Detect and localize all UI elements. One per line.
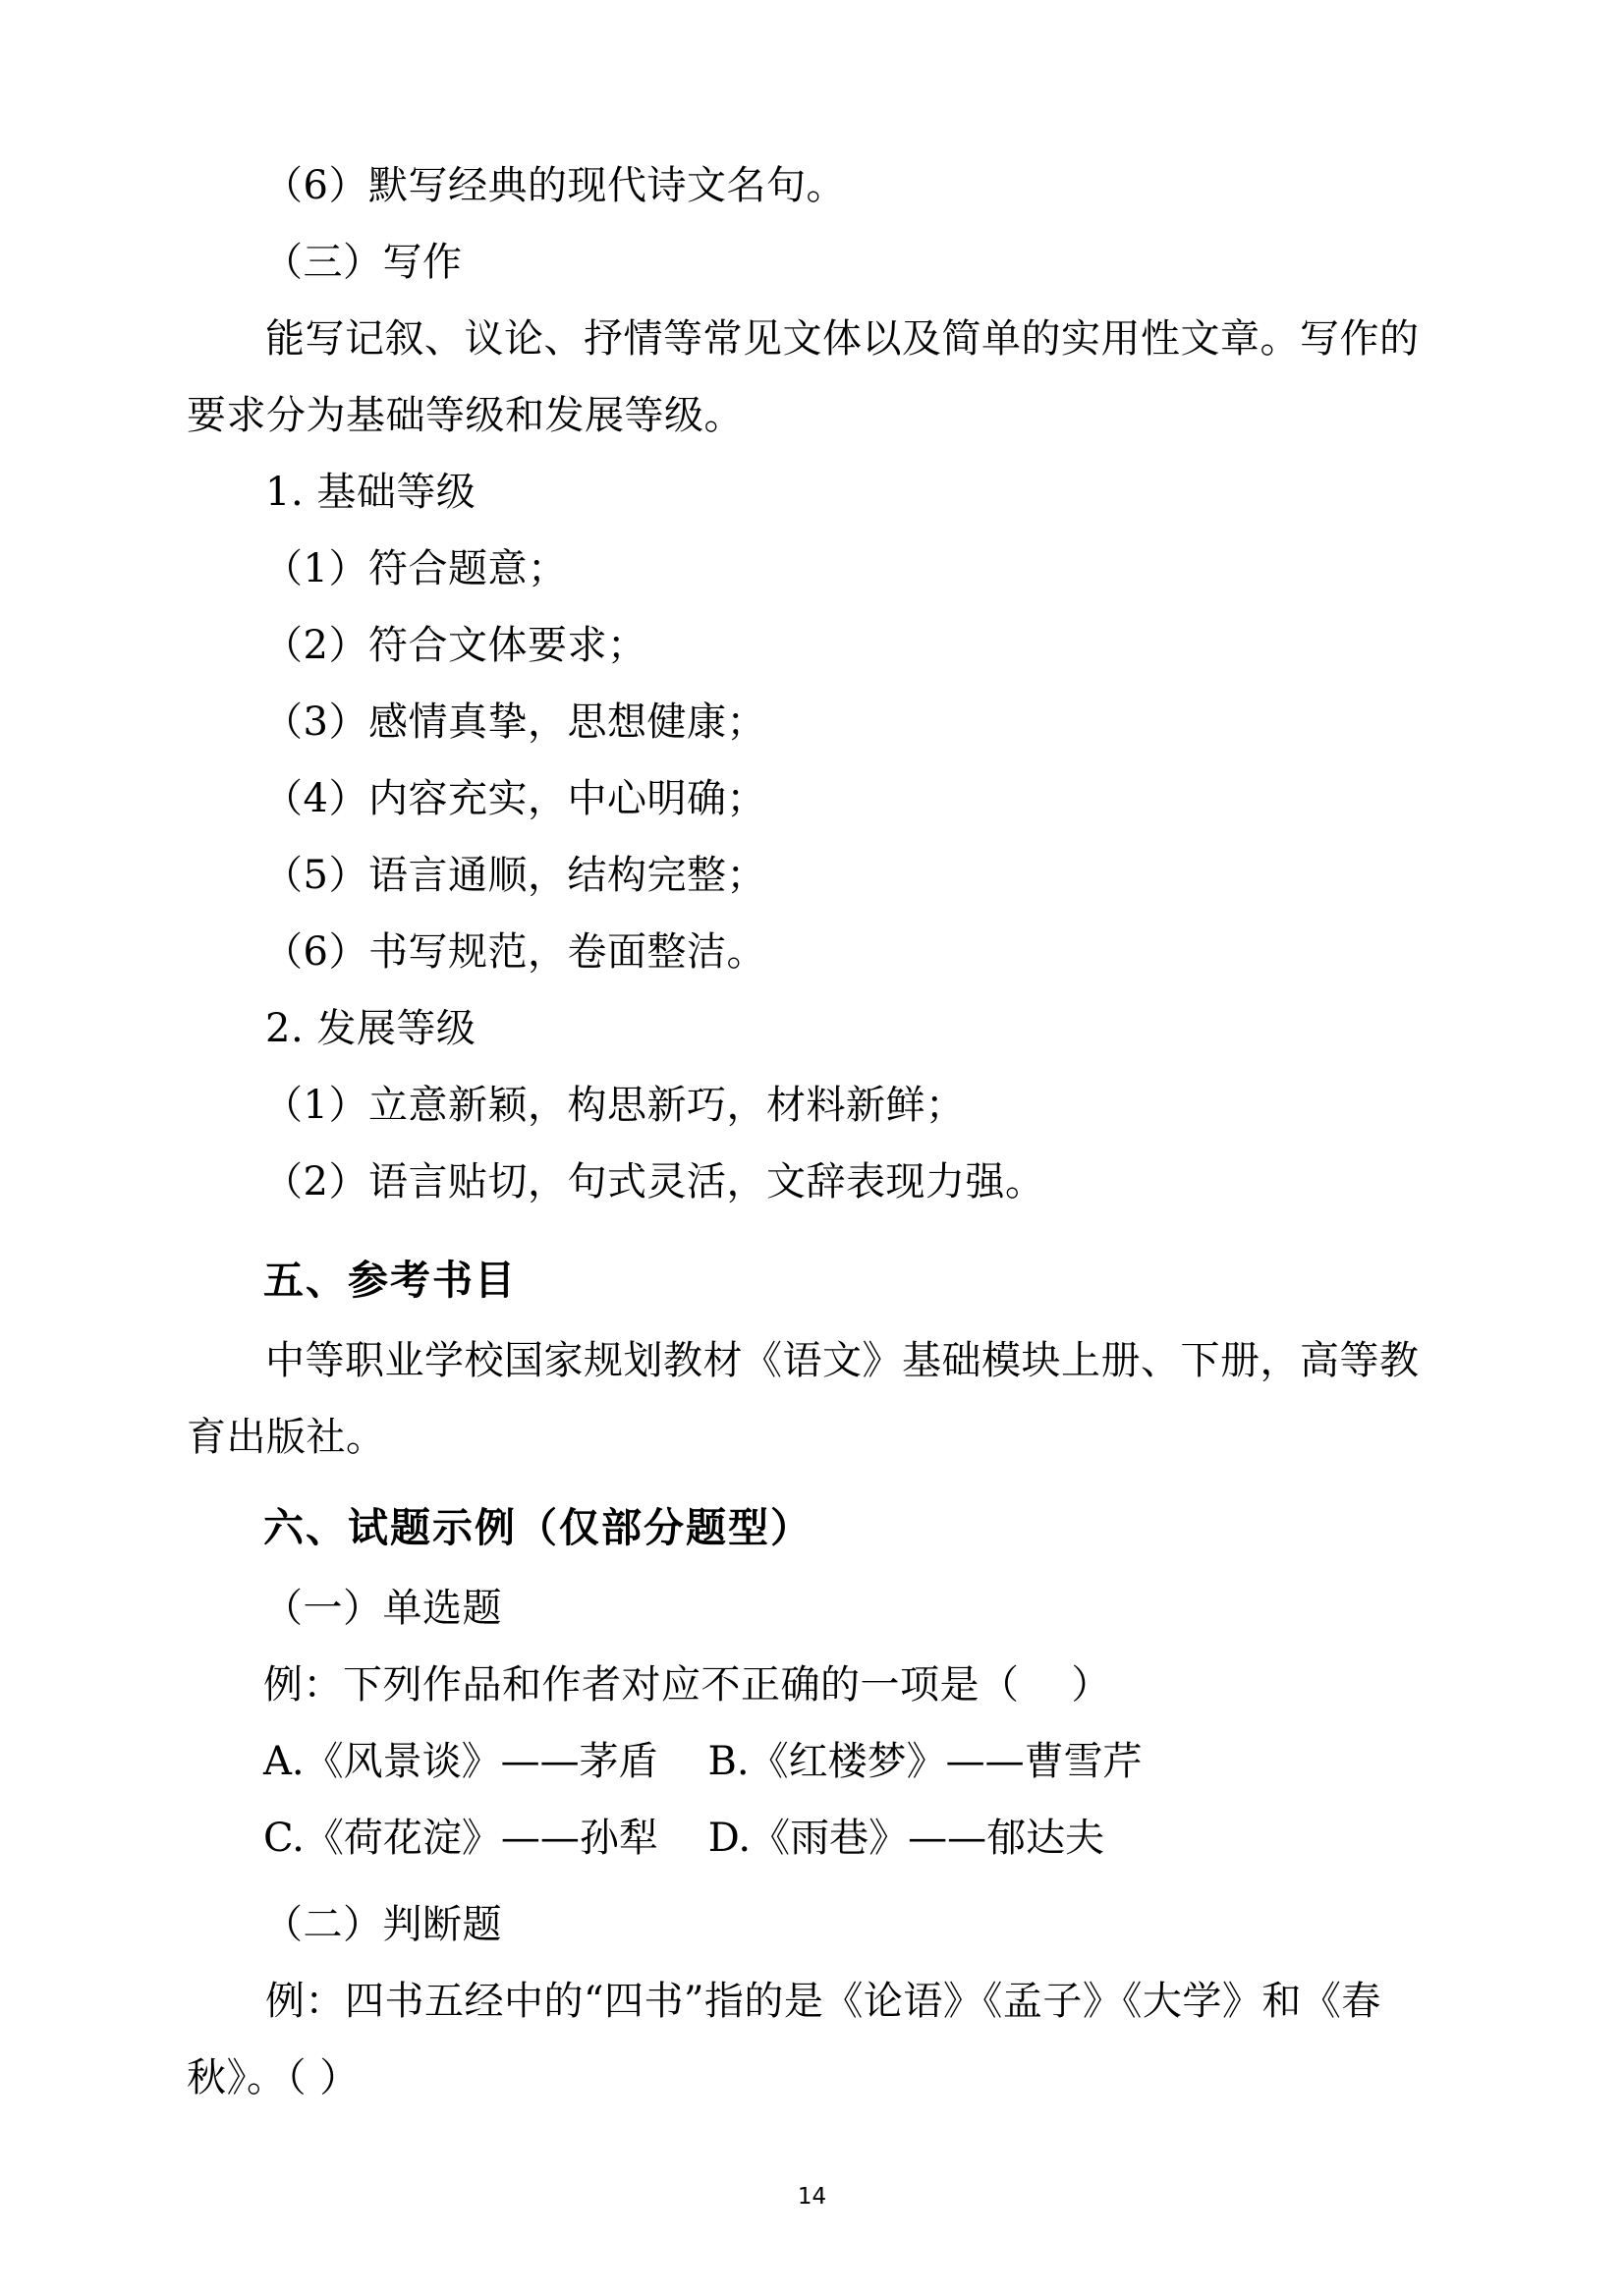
- text-develop-2: （2）语言贴切，句式灵活，文辞表现力强。: [263, 1159, 1045, 1204]
- text-item-2-develop-level: 2. 发展等级: [265, 1006, 476, 1051]
- text-example-true-false-stem: 例：四书五经中的“四书”指的是《论语》《孟子》《大学》和《春秋》。（ ）: [187, 1979, 1381, 2100]
- page-number: 14: [797, 2184, 827, 2210]
- text-choices-row-cd: C.《荷花淀》——孙犁 D.《雨巷》——郁达夫: [263, 1816, 1105, 1861]
- text-basic-5: （5）语言通顺，结构完整；: [263, 853, 766, 898]
- spacer: [187, 1876, 1437, 1886]
- text-basic-2: （2）符合文体要求；: [263, 623, 647, 668]
- spacer: [187, 1476, 1437, 1485]
- text-basic-6: （6）书写规范，卷面整洁。: [263, 929, 766, 975]
- text-line-6-memorize: （6）默写经典的现代诗文名句。: [263, 163, 846, 208]
- text-section-three-writing: （三）写作: [263, 240, 463, 285]
- text-basic-1: （1）符合题意；: [263, 546, 568, 591]
- text-choices-row-ab: A.《风景谈》——茅盾 B.《红楼梦》——曹雪芹: [263, 1739, 1143, 1784]
- heading-six-examples: 六、试题示例（仅部分题型）: [263, 1504, 812, 1551]
- text-para-writing-intro: 能写记叙、议论、抒情等常见文体以及简单的实用性文章。写作的要求分为基础等级和发展等级。: [187, 316, 1420, 438]
- heading-five-references: 五、参考书目: [263, 1257, 517, 1304]
- spacer: [187, 1220, 1437, 1238]
- text-example-single-choice-stem: 例：下列作品和作者对应不正确的一项是（ ）: [263, 1662, 1111, 1708]
- text-section-one-single-choice: （一）单选题: [263, 1586, 502, 1631]
- text-section-two-true-false: （二）判断题: [263, 1902, 502, 1947]
- text-basic-3: （3）感情真挚，思想健康；: [263, 700, 766, 745]
- text-basic-4: （4）内容充实，中心明确；: [263, 776, 766, 821]
- text-para-references: 中等职业学校国家规划教材《语文》基础模块上册、下册，高等教育出版社。: [187, 1338, 1420, 1460]
- text-develop-1: （1）立意新颖，构思新巧，材料新鲜；: [263, 1083, 966, 1128]
- text-item-1-basic-level: 1. 基础等级: [265, 470, 476, 515]
